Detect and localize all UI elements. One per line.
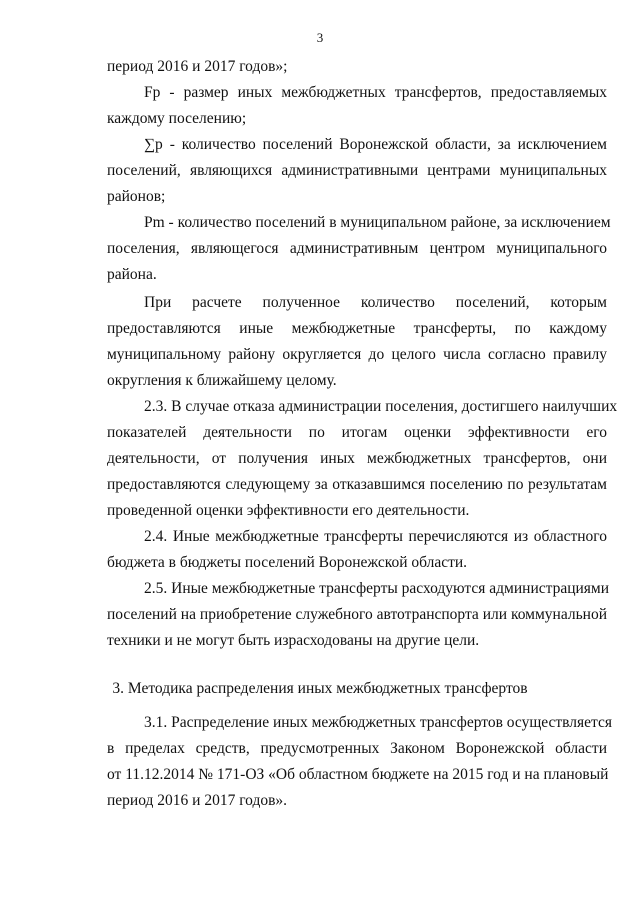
text-line: Pm - количество поселений в муниципальном районе, за исключением [144, 214, 611, 231]
text-line: предоставляются следующему за отказавшимся поселению по результатам [107, 476, 607, 493]
text-line: техники и не могут быть израсходованы на другие цели. [107, 632, 480, 649]
text-line: При расчете полученное количество поселений, которым [144, 294, 607, 311]
text-line: от 11.12.2014 № 171-ОЗ «Об областном бюджете на 2015 год и на плановый [107, 766, 609, 783]
text-line: ∑p - количество поселений Воронежской области, за исключением [144, 136, 607, 153]
text-line: предоставляются иные межбюджетные трансферты, по каждому [107, 320, 607, 337]
text-line: период 2016 и 2017 годов». [107, 792, 288, 809]
text-line: 3.1. Распределение иных межбюджетных трансфертов осуществляется [144, 714, 613, 731]
text-line: поселений на приобретение служебного автотранспорта или коммунальной [107, 606, 607, 623]
text-line: в пределах средств, предусмотренных Законом Воронежской области [107, 740, 607, 757]
text-line: района. [107, 266, 157, 283]
text-line: 2.5. Иные межбюджетные трансферты расходуются администрациями [144, 580, 610, 597]
text-line: 2.4. Иные межбюджетные трансферты перечисляются из областного [144, 528, 607, 545]
text-line: бюджета в бюджеты поселений Воронежской области. [107, 554, 468, 571]
text-line: округления к ближайшему целому. [107, 372, 337, 389]
text-line: период 2016 и 2017 годов»; [107, 58, 288, 75]
text-line: показателей деятельности по итогам оценки эффективности его [107, 424, 607, 441]
page-number: 3 [316, 30, 324, 45]
text-line: каждому поселению; [107, 110, 247, 127]
text-line: Fp - размер иных межбюджетных трансфертов, предоставляемых [144, 84, 607, 101]
text-line: муниципальному району округляется до целого числа согласно правилу [107, 346, 607, 363]
text-line: деятельности, от получения иных межбюджетных трансфертов, они [107, 450, 607, 467]
text-line: 2.3. В случае отказа администрации поселения, достигшего наилучших [144, 398, 618, 415]
section-heading: 3. Методика распределения иных межбюджетных трансфертов [112, 680, 528, 697]
text-line: поселений, являющихся административными центрами муниципальных [107, 162, 607, 179]
text-line: поселения, являющегося административным центром муниципального [107, 240, 607, 257]
text-line: районов; [107, 188, 166, 205]
text-line: проведенной оценки эффективности его деятельности. [107, 502, 470, 519]
